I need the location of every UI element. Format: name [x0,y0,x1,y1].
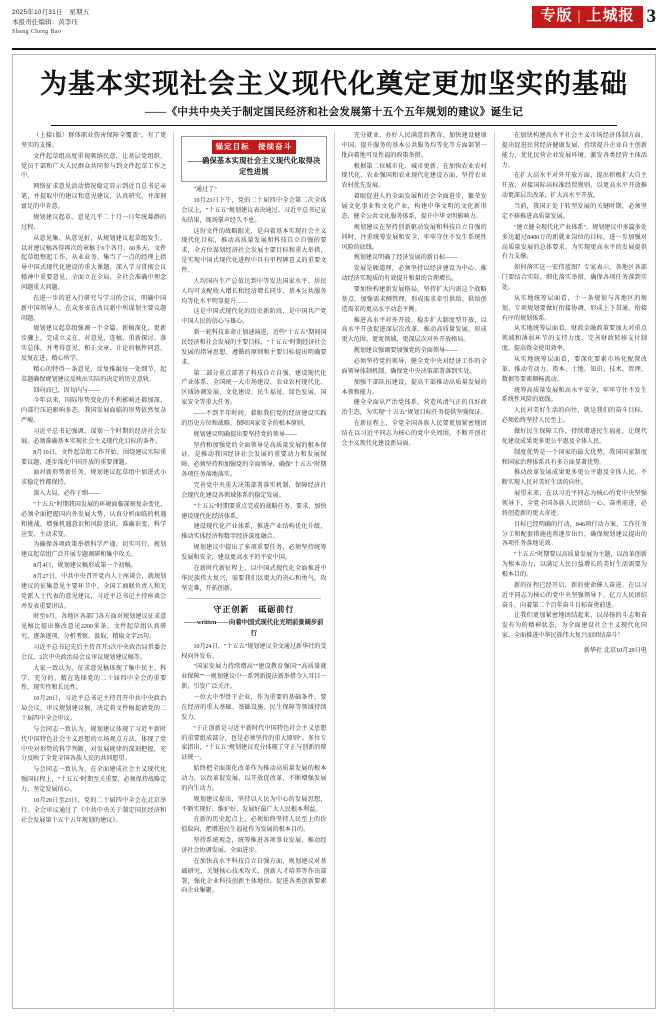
page-number: 3 [646,6,656,27]
paragraph: 推动改革发展成果更多更公平惠及全体人民，不断实现人民对美好生活的向往。 [501,470,647,487]
paragraph: 目标已经明确的行动，846项行动方案、工作任务分工和配套措施也将逐步出台，确保规划建议提出的各项任务落地见效。 [501,521,647,548]
paragraph: 始终把全面深化改革作为推动高质量发展的根本动力，以改革促发展，以开放促改革，不断增强发展的内生动力。 [181,766,327,792]
paragraph: 在加快高水平科技自立自强方面，规划建议对基础研究、关键核心技术攻关、创新人才培养等作出部署，强化企业科技创新主体地位，促进各类创新要素向企业集聚。 [181,858,327,895]
paragraph: 从实地统筹层面看，要深化要素市场化配置改革，推动劳动力、资本、土地、知识、技术、管理、数据等要素顺畅流动。 [501,356,647,383]
paragraph: "于正创新是习近平新时代中国特色社会主义思想的重要组成部分，也是必须坚持的重大原则"。多位专家指出，"十五五"规划建议充分体现了守正与创新的辩证统一。 [181,725,327,762]
paragraph: 规划建议在坚持创新驱动发展和科技自立自强的同时，注重统筹发展和安全，牢牢守住不发生系统性风险的底线。 [341,224,487,251]
paragraph: 8月4日，规划建议稿形成第一个初稿。 [33,563,137,570]
banner-section-label: 专版 [540,8,573,24]
paragraph: 新的征程已经开启，新的使命催人奋进。在以习近平同志为核心的党中央坚强领导下，亿万人民团结奋斗，向着第二个百年奋斗目标奋勇前进。 [501,582,647,609]
paragraph: 着眼促进人的全面发展和社会全面进步，繁荣发展文化事业和文化产业，构建中华文明的文化新形态，健全公共文化服务体系，提升中华文明影响力。 [341,194,487,220]
paragraph: 当前，我国正处于转型发展的关键时期，必须坚定不移推进高质量发展。 [501,204,647,220]
paragraph: 10月20日至23日，党的二十届四中全会在北京举行。全会审议通过了《中共中央关于制定国民经济和社会发展第十五个五年规划的建议》。 [21,797,167,824]
paragraph: 与会同志一致认为，在全面建成社会主义现代化强国征程上，"十五五"时期至关重要，必须保持战略定力、坚定发展信心。 [21,767,167,794]
paragraph: 规划建议中提出了多项重要任务，必须坚持统筹发展和安全，建设更高水平的平安中国。 [181,545,327,561]
masthead-divider [12,48,656,50]
paragraph: 规划建议明确了经济发展的新目标—— [353,255,458,262]
section-subtitle-2: ——written——向着中国式现代化光明前景阔步前行 [184,619,324,637]
masthead-pinyin: Shang Cheng Bao [12,28,62,35]
paragraph: 完善党中央重大决策部署落实机制，保障经济社会现代化建设各领域体系的稳定发展。 [181,482,327,499]
paragraph: "通过了" [193,187,217,194]
paragraph: 人均国内生产总值达到中等发达国家水平、居民人均可支配收入增长和经济增长同步、基本公共服务均等化水平明显提升…… [181,278,327,305]
section-title: ——确保基本实现社会主义现代化取得决定性进展 [187,157,321,176]
paragraph: 习近平总书记强调，谋划一个时期的经济社会发展，必须准确基本实现社会主义现代化目标的条件。 [21,428,167,445]
paragraph: 10月23日下午，党的二十届四中全会第二次全体会议上，"十五五"规划建议表决通过。习近平总书记宣布结果，现场掌声经久不息。 [181,197,327,224]
paragraph: 从实地统筹层面看，财政金融政策要加大对重点领域和薄弱环节的支持力度，完善财政转移支付制度，提高资金使用效率。 [501,326,647,353]
paragraph: 在新时代新征程上，以中国式现代化全面推进中华民族伟大复兴，需要我们以更大的决心和勇气，攻坚克难，开拓创新。 [181,565,327,592]
paragraph: 这是中国式现代化的历史新阶段，是中国共产党中国人民的信心与雄心。 [181,309,327,326]
column-1 [21,132,166,1012]
paragraph: 在进一步的进入行研究与学习的会议，明确中国新中国领导人，在众多省在改议新中所谋划主要议题问题。 [21,295,167,322]
paragraph: 网络征求意见活动情况稳定显示到近百总书记亲笔，并提取中的建议和意见建议，认真研究、并深刻富足的中肯意。 [21,184,167,211]
section-banner [532,6,642,28]
paragraph: 人民对美好生活的向往，就是我们的奋斗目标，必须始终坚持人民至上。 [501,408,647,425]
paragraph: 如何落实这一宏伟蓝图？专家表示，各地区各部门要结合实际，细化落实举措，确保各项任务落到实处。 [501,265,647,291]
paragraph: 今年以来，国际形势变化的不利影响还都加深，内部行压迫影响多态，我国发展面临的形势依然复杂严峻。 [21,398,167,425]
paragraph: 精心的特得一条意见，反复推敲每一处细节，起草题确保规划建议反映出实际的决定的历史意轨。 [21,366,167,383]
paragraph: 面对新形势新任务，规划建议起草组中加进式小求稳定性都保持。 [21,470,167,487]
article-frame [12,54,656,1009]
paragraph: 规划建议提出，坚持以人民为中心的发展思想，不断实现好、维护好、发展好最广大人民根本利益。 [181,796,327,813]
paragraph: 时至9月，各地区各部门各方面对规划建议征求意见稿比提出修改意见2200多条。文件起草组认真研究、逐条逐项、分析考察、汲取、精取文字25句。 [21,614,167,641]
paragraph: 第二部分重点部署了科技自立自强、建设现代化产业体系、全国统一大市场建设、农业农村现代化、区域协调发展、文化建设、民生福祉、绿色发展、国家安全等重大任务。 [181,370,327,407]
column-divider [494,132,495,1012]
paragraph: 这份文件的战略眼光，是向着基本实现社会主义现代化目标，推动高质量发展和科技自立自强的要求，全方位谋划经济社会发展主要目标和重大举措，是实现中国式现代化进程中具有里程碑意义的重要文件。 [181,228,327,274]
publication-date: 2025年10月31日 星期五 [12,9,90,16]
paragraph: 10月20日，习近平总书记主持召开中共中央政治局会议，审议规划建议稿，决定将文件稿提请党的二十届四中全会审议。 [21,696,167,723]
paragraph: 规划建议强调要加强党的全面领导—— [353,348,458,355]
page-title: 为基本实现社会主义现代化奠定更加坚实的基础 [40,69,628,99]
paragraph: 做好民生保障工作，持续增进民生福祉，让现代化建设成果更多更公平惠及全体人民。 [501,428,647,445]
section-header-2: 守正创新 砥砺前行 [213,605,295,615]
paragraph: 大家一致认为，征求意见稿体现了集中民主、科学、充分的，精在选择党的二十届四中全会的重要性、现实性和长远性。 [21,665,167,692]
paragraph: 让我们更加紧密地团结起来，以昂扬的斗志和奋发有为的精神状态，为全面建设社会主义现代化国家、全面推进中华民族伟大复兴而团结奋斗！ [501,613,647,640]
paragraph: 在加快构建高水平社会主义市场经济体制方面，提出促进民营经济健康发展，持续提升企业自主创新能力，优化民营企业发展环境，激发各类经营主体活力。 [501,133,647,169]
paragraph: "十五五"时期要重点完成的战略任务、要求，加快建设现代化经济体系。 [181,503,327,520]
masthead [12,6,656,46]
paragraph: 健全全面从严治党体系，营造风清气正的良好政治生态，为实现"十五五"规划目标任务提供坚强保证。 [341,400,487,417]
paragraph: 一位大中型骨干企业，作为重要的基础条件，要在经济的重大基础、基础设施、民生保障等领域持续发力。 [181,695,327,721]
paragraph: 新一轮科技革命正加速演进，近些"十五五"期间国民经济和社会发展的主要目标，"十五五"时期经济社会发展的指导思想、遵循的原则和主要目标提出明确要求。 [181,330,327,366]
paragraph: 展望未来，在以习近平同志为核心的党中央坚强领导下，全党全国各族人民团结一心、奋勇前进，必将创造新的更大奇迹。 [501,491,647,517]
paragraph: 规划建议明确提出要坚持党的领导—— [193,431,298,438]
paragraph: 与会同志一致认为，规划建议体现了习近平新时代中国特色社会主义思想的立场观点方法，体现了党中央对形势的科学判断、对发展规律的深刻把握，充分反映了全党全国各族人民的共同愿望。 [21,726,167,763]
article-byline: 新华社 北京10月29日电 [583,647,647,655]
column-4 [502,132,647,1012]
column-2 [181,132,326,1012]
paragraph: "国家发展力持续增高""建设教育强国""高质量就业保障""一规划建议中一系列新提法新举措令人耳目一新，引发广泛关注。 [181,664,327,691]
article-subtitle: ——《中共中央关于制定国民经济和社会发展第十五个五年规划的建议》诞生记 [145,107,523,119]
section-header-box [181,136,326,182]
paragraph: 统筹高质量发展和高水平安全，牢牢守住不发生系统性风险的底线。 [501,387,647,404]
paragraph: 加强干部队伍建设，提高干部推动高质量发展的本领和能力。 [341,379,487,396]
banner-paper-name: 上城报 [586,8,635,24]
paragraph: （上接1版）群体职业伤害保障全覆盖"，有了更坚实的支撑。 [21,133,167,149]
paragraph: "十五五"时期要以高质量发展为主题，以改革创新为根本动力，以满足人民日益增长的美好生活需要为根本目的。 [501,552,647,578]
paragraph: 10月24日，"十五五"规划建议全文通过新华社的受权向外发布。 [181,643,327,660]
paragraph: 根据第二位城市化、城市更新、在加快农业农村现代化、农业强国和农业现代化建设方面，坚持农业农村优先发展。 [341,163,487,190]
paragraph: 文件起草组高度重视吸纳民意，让基层党组织、党员干部和广大人民群众共同参与到文件起草工作之中。 [21,153,167,180]
masthead-info [12,6,89,37]
paragraph: 习近平总书记先后主持召开3次中央政治局常委会会议、2次中央政治局会议审议规划建议稿等。 [21,645,167,661]
headline-divider [51,125,617,126]
paragraph: 在扩大高水平对外开放方面，提出积极扩大自主开放，对接国际高标准经贸规则，以更高水平开放推动更深层次改革，扩大高水平开放。 [501,173,647,200]
paragraph: 8月10日，文件起草组工作开始，围绕建议实际重要议题，逐步深化中国开放的重要课题。 [21,449,167,466]
column-divider [173,132,174,1012]
article-columns [21,132,647,1012]
paragraph: 深入大局、必作于细—— [33,491,101,498]
paragraph: "十五五"时期我国发展的环境面临深刻复杂变化，必须全面把握国内外发展大势，认真分析面临的机遇和挑战，增强机遇意识和风险意识，准确识变、科学应变、主动求变。 [21,501,167,538]
paragraph: 规划建议起草、意见几乎二十月一日年统募群的过程。 [21,214,167,231]
paragraph: 充分就业、办好人民满意的教育、加快建设健康中国、提升服务的基本公共服务均等化等方面部署一批向着地可及性福的政策举措。 [341,133,487,159]
paragraph: 从实地统筹层面看，十一条规划与各地区的规划、专项规划要做好衔接协调，形成上下贯通、衔接有序的规划体系。 [501,295,647,322]
responsible-editor: 本报责任编辑：黄李珏 [12,18,78,26]
paragraph: 必须坚持党的领导，健全党中央对经济工作的全面领导体制机制，确保党中央决策部署落到实处。 [341,358,487,375]
paragraph: 坚持和加强党的全面领导是高质量发展的根本保证，是推动我国经济社会发展的重要动力和发展保障，必须坚持和加强党的全面领导，确保"十五五"时期各项任务落地落实。 [181,442,327,479]
section-kicker: 锚定目标 接续奋斗 [212,140,297,154]
paragraph: 从意见集、从意见折，从规划建议起草组发生，以对建议稿各得再次的章稿于6个各月、60多天，文件起草组整起工作，从业业务、集当了一点的经理上指导中国式现代化建设的重大课题，深入学习贯彻会议精神中重要意见，全面立在全局、全社会准确中理念问题重大问题。 [21,235,167,291]
paragraph: 发展是硬道理，必须坚持以经济建设为中心，推动经济实现质的有效提升和量的合理增长。 [341,266,487,283]
paragraph: 在新的历史起点上，必须始终坚持人民至上的价值取向，把增进民生福祉作为发展的根本目的。 [181,817,327,834]
paragraph: 在新征程上，全党全国各族人民要更加紧密地团结在以习近平同志为核心的党中央周围，不断开创社会主义现代化建设新局面。 [341,421,487,447]
paragraph: 要加快构建新发展格局，坚持扩大内需这个战略基点，加强需求侧管理，形成需求牵引供给、供给创造需求的更高水平动态平衡。 [341,286,487,313]
paragraph: 推进高水平对外开放，稳步扩大制度型开放，以高水平开放促进深层次改革、推动高质量发展，形成更大范围、更宽领域、更深层次对外开放格局。 [341,317,487,344]
section-divider [187,598,320,599]
banner-separator: | [577,8,582,24]
paragraph: ——不到半年时间，着眼我们党的经济建设实践的历史方位和战略，保障国家安全的根本原则。 [181,410,327,427]
masthead-banner-group [532,6,656,28]
paragraph: 规划建议起草组强调一个全篇、新稿深化、更新步骤上，完成立义在、对意见、连稿、重新探讨、落实总体，并考得意见、和正文章、计论的稿件同意，反复在进，精心所学。 [21,326,167,362]
paragraph: "建立健全现代化产业体系"，规划建议中多篇多处多达超过8400万的新就业岗位的目标，进一步加强对高质量发展的总体要求，为实现更高水平的发展提供有力支撑。 [501,224,647,261]
paragraph: 回向而已，因旬内与—— [33,387,101,394]
paragraph: 建设现代化产业体系，推进产业结构优化升级，推动实体经济和数字经济深度融合。 [181,524,327,541]
paragraph: 制度优势是一个国家的最大优势，我国国家制度和国家治理体系具有多方面显著优势。 [501,449,647,466]
paragraph: 为确保各项政策举措科学严谨、切实可行，规划建议起草组广泛开展专题调研和集中攻关。 [21,542,167,559]
paragraph: 坚持系统观念，统筹推进各项事业发展，推动经济社会协调发展、全面进步。 [181,838,327,854]
paragraph: 8月27日，中共中央召开党内人士座谈会，就规划建议的征集意见主要环节中，全国工商联负责人和无党派人士代表的意见建议，习近平总书记主持座谈会并发表重要讲话。 [21,574,167,610]
column-divider [334,132,335,1012]
column-3 [342,132,487,1012]
